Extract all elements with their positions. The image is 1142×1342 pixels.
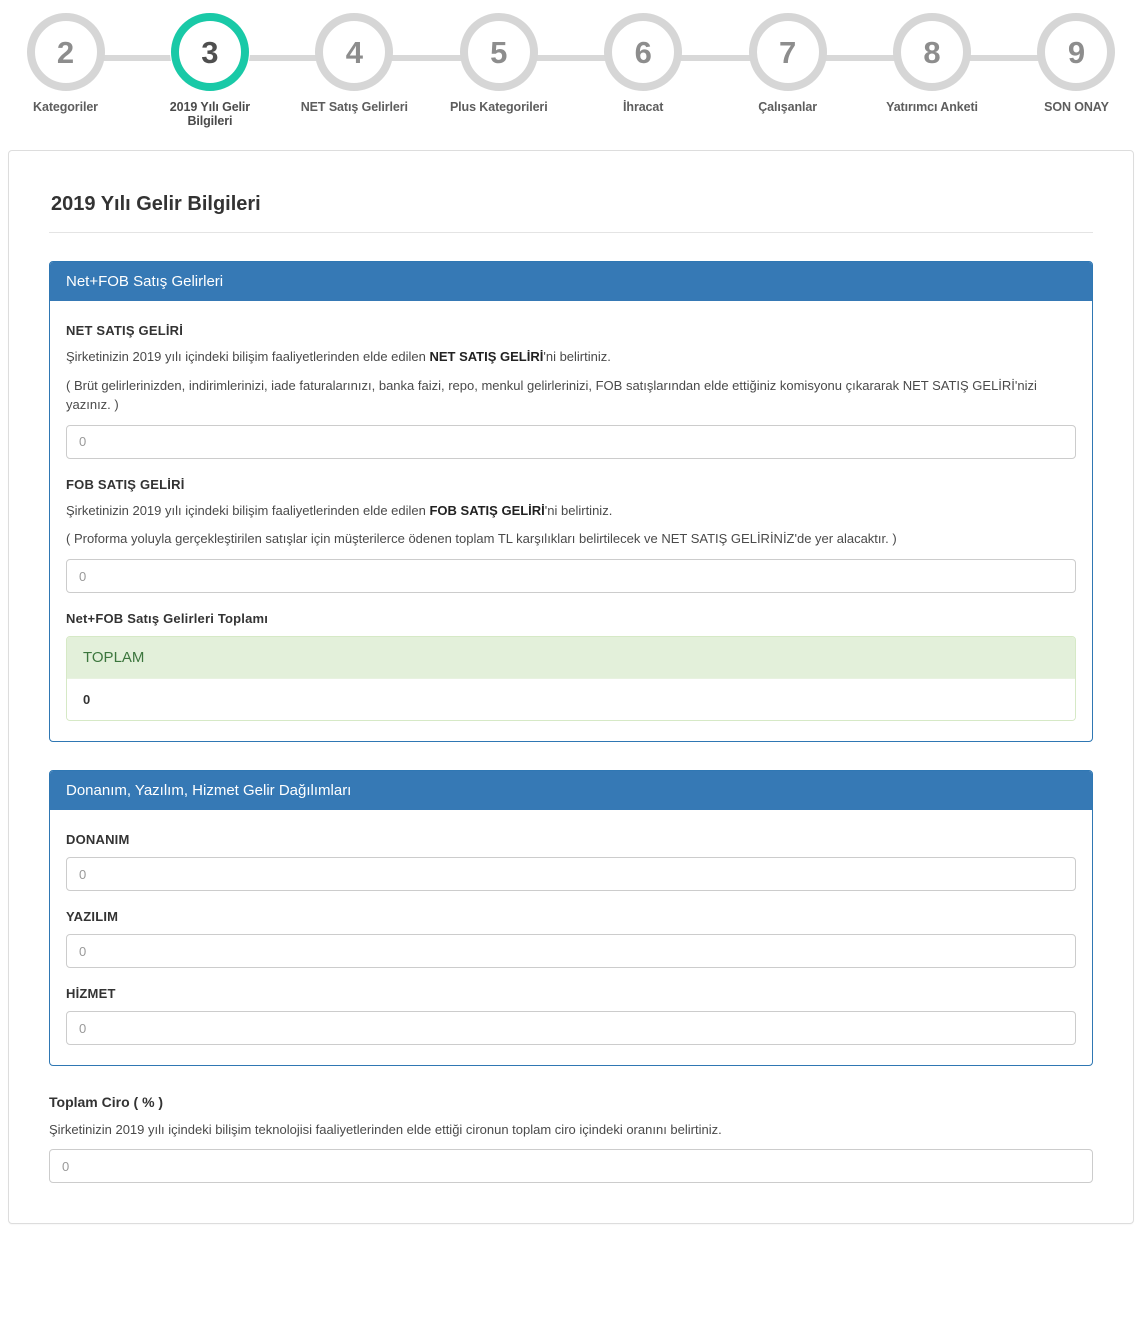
step-bubble-3[interactable]: 3 <box>171 13 249 91</box>
fob-sales-help-1-bold: FOB SATIŞ GELİRİ <box>429 502 545 518</box>
panel-net-fob-body <box>50 301 1092 741</box>
fob-sales-label: FOB SATIŞ GELİRİ <box>66 476 185 492</box>
page-title: 2019 Yılı Gelir Bilgileri <box>49 151 1093 233</box>
step-bubble-4[interactable]: 4 <box>315 13 393 91</box>
step-label-8: Yatırımcı Anketi <box>886 100 978 114</box>
netfob-total-box <box>66 636 1076 721</box>
fob-sales-help-2: ( Proforma yoluyla gerçekleştirilen satışlar için müşterilerce ödenen toplam TL karşılıkları belirtilecek ve NET SATIŞ GELİRİNİZ'de yer alacaktır. ) <box>66 531 897 547</box>
step-label-2: Kategoriler <box>33 100 98 114</box>
netfob-total-value: 0 <box>67 678 1075 720</box>
step-item-3[interactable] <box>146 0 273 128</box>
total-turnover-help: Şirketinizin 2019 yılı içindeki bilişim teknolojisi faaliyetlerinden elde ettiği cironun toplam ciro içindeki oranını belirtiniz. <box>49 1122 722 1138</box>
panel-net-fob-header: Net+FOB Satış Gelirleri <box>50 262 1092 301</box>
step-bubble-2[interactable]: 2 <box>27 13 105 91</box>
step-bubble-8[interactable]: 8 <box>893 13 971 91</box>
step-item-2[interactable] <box>2 0 129 114</box>
service-label: HİZMET <box>66 986 116 1002</box>
step-label-3: 2019 Yılı Gelir Bilgileri <box>169 100 251 128</box>
step-item-6[interactable] <box>580 0 707 114</box>
step-label-9: SON ONAY <box>1044 100 1109 114</box>
step-item-9[interactable] <box>1013 0 1140 114</box>
stepper-steps <box>0 0 1142 128</box>
fob-sales-help-1-post: 'ni belirtiniz. <box>544 502 613 518</box>
step-bubble-5[interactable]: 5 <box>460 13 538 91</box>
net-sales-help-1-pre: Şirketinizin 2019 yılı içindeki bilişim faaliyetlerinden elde edilen <box>66 349 430 364</box>
step-label-7: Çalışanlar <box>758 100 817 114</box>
panel-revenue-distribution-body <box>50 810 1092 1065</box>
panel-net-fob <box>49 261 1093 742</box>
step-item-4[interactable] <box>291 0 418 114</box>
step-bubble-6[interactable]: 6 <box>604 13 682 91</box>
netfob-total-label: Net+FOB Satış Gelirleri Toplamı <box>66 611 269 627</box>
fob-sales-help-1 <box>66 502 1076 521</box>
step-bubble-7[interactable]: 7 <box>749 13 827 91</box>
hardware-input[interactable] <box>66 857 1076 891</box>
step-item-5[interactable] <box>435 0 562 114</box>
step-label-4: NET Satış Gelirleri <box>300 100 408 114</box>
service-input[interactable] <box>66 1011 1076 1045</box>
net-sales-help-2: ( Brüt gelirlerinizden, indirimlerinizi, iade faturalarınızı, banka faizi, repo, menkul gelirlerinizi, FOB satışlarından elde ettiğiniz komisyonu çıkararak NET SATIŞ GELİRİ'nizi yazınız. ) <box>66 377 1037 412</box>
step-item-8[interactable] <box>869 0 996 114</box>
total-turnover-input[interactable] <box>49 1149 1093 1183</box>
total-turnover-label: Toplam Ciro ( % ) <box>49 1094 164 1111</box>
step-label-5: Plus Kategorileri <box>449 100 548 114</box>
step-item-7[interactable] <box>724 0 851 114</box>
step-label-6: İhracat <box>623 100 664 114</box>
panel-revenue-distribution <box>49 770 1093 1066</box>
panel-revenue-distribution-header: Donanım, Yazılım, Hizmet Gelir Dağılımları <box>50 771 1092 810</box>
wizard-stepper <box>0 0 1142 140</box>
hardware-label: DONANIM <box>66 832 130 848</box>
total-turnover-field <box>49 1094 1093 1183</box>
fob-sales-input[interactable] <box>66 559 1076 593</box>
software-input[interactable] <box>66 934 1076 968</box>
net-sales-help-1 <box>66 348 1076 367</box>
step-bubble-9[interactable]: 9 <box>1037 13 1115 91</box>
form-card <box>8 150 1134 1224</box>
net-sales-label: NET SATIŞ GELİRİ <box>66 323 184 338</box>
net-sales-input[interactable] <box>66 425 1076 459</box>
netfob-total-header: TOPLAM <box>67 637 1075 678</box>
software-label: YAZILIM <box>66 909 119 925</box>
net-sales-help-1-post: 'ni belirtiniz. <box>543 349 611 364</box>
fob-sales-help-1-pre: Şirketinizin 2019 yılı içindeki bilişim faaliyetlerinden elde edilen <box>66 502 430 518</box>
net-sales-help-1-bold: NET SATIŞ GELİRİ <box>429 349 544 364</box>
